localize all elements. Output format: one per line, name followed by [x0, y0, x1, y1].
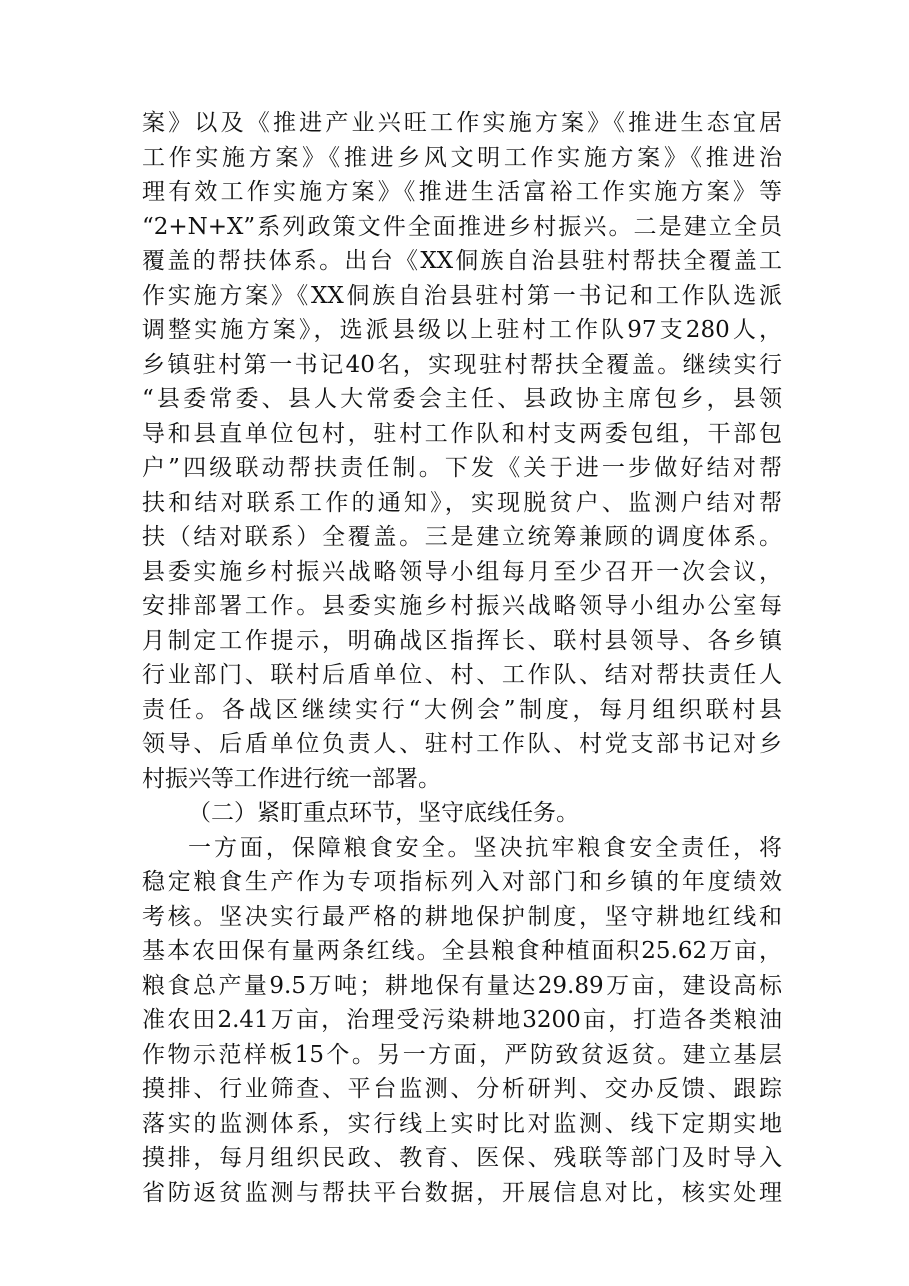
section-heading: （二）紧盯重点环节，坚守底线任务。 — [188, 800, 579, 826]
text-line: 基本农田保有量两条红线。全县粮食种植面积25.62万亩， — [142, 938, 782, 964]
text-line: 省防返贫监测与帮扶平台数据，开展信息对比，核实处理 — [142, 1179, 782, 1206]
text-line: 作实施方案》《XX侗族自治县驻村第一书记和工作队选派 — [142, 282, 782, 309]
text-line: 理有效工作实施方案》《推进生活富裕工作实施方案》等 — [142, 179, 782, 205]
text-line: 村振兴等工作进行统一部署。 — [142, 765, 441, 792]
text-line: “县委常委、县人大常委会主任、县政协主席包乡，县领 — [142, 386, 782, 412]
text-line: “2+N+X”系列政策文件全面推进乡村振兴。二是建立全员 — [142, 213, 782, 240]
text-line: 一方面，保障粮食安全。坚决抗牢粮食安全责任，将 — [188, 834, 782, 861]
text-line: 导和县直单位包村，驻村工作队和村支两委包组，干部包 — [142, 420, 782, 447]
text-line: 案》以及《推进产业兴旺工作实施方案》《推进生态宜居 — [142, 110, 782, 136]
text-line: 摸排，每月组织民政、教育、医保、残联等部门及时导入 — [142, 1145, 782, 1171]
text-line: 摸排、行业筛查、平台监测、分析研判、交办反馈、跟踪 — [142, 1076, 782, 1102]
text-line: 行业部门、联村后盾单位、村、工作队、结对帮扶责任人 — [142, 662, 782, 688]
text-line: 责任。各战区继续实行“大例会”制度，每月组织联村县 — [142, 696, 782, 723]
text-line: 准农田2.41万亩，治理受污染耕地3200亩，打造各类粮油 — [142, 1007, 782, 1033]
text-line: 月制定工作提示，明确战区指挥长、联村县领导、各乡镇 — [142, 627, 782, 654]
text-line: 作物示范样板15个。另一方面，严防致贫返贫。建立基层 — [142, 1041, 782, 1068]
text-line: 扶（结对联系）全覆盖。三是建立统筹兼顾的调度体系。 — [142, 524, 782, 550]
text-line: 县委实施乡村振兴战略领导小组每月至少召开一次会议， — [142, 558, 782, 585]
text-line: 工作实施方案》《推进乡风文明工作实施方案》《推进治 — [142, 144, 782, 171]
text-line: 安排部署工作。县委实施乡村振兴战略领导小组办公室每 — [142, 593, 782, 619]
text-line: 落实的监测体系，实行线上实时比对监测、线下定期实地 — [142, 1110, 782, 1137]
text-line: 调整实施方案》，选派县级以上驻村工作队97支280人， — [142, 317, 782, 343]
text-line: 扶和结对联系工作的通知》，实现脱贫户、监测户结对帮 — [142, 489, 782, 516]
text-line: 考核。坚决实行最严格的耕地保护制度，坚守耕地红线和 — [142, 903, 782, 930]
text-line: 粮食总产量9.5万吨；耕地保有量达29.89万亩，建设高标 — [142, 972, 782, 999]
text-line: 覆盖的帮扶体系。出台《XX侗族自治县驻村帮扶全覆盖工 — [142, 248, 782, 274]
text-line: 稳定粮食生产作为专项指标列入对部门和乡镇的年度绩效 — [142, 869, 782, 895]
text-line: 户”四级联动帮扶责任制。下发《关于进一步做好结对帮 — [142, 455, 782, 481]
text-line: 乡镇驻村第一书记40名，实现驻村帮扶全覆盖。继续实行 — [142, 351, 782, 378]
text-line: 领导、后盾单位负责人、驻村工作队、村党支部书记对乡 — [142, 731, 782, 757]
document-body — [142, 106, 782, 1210]
